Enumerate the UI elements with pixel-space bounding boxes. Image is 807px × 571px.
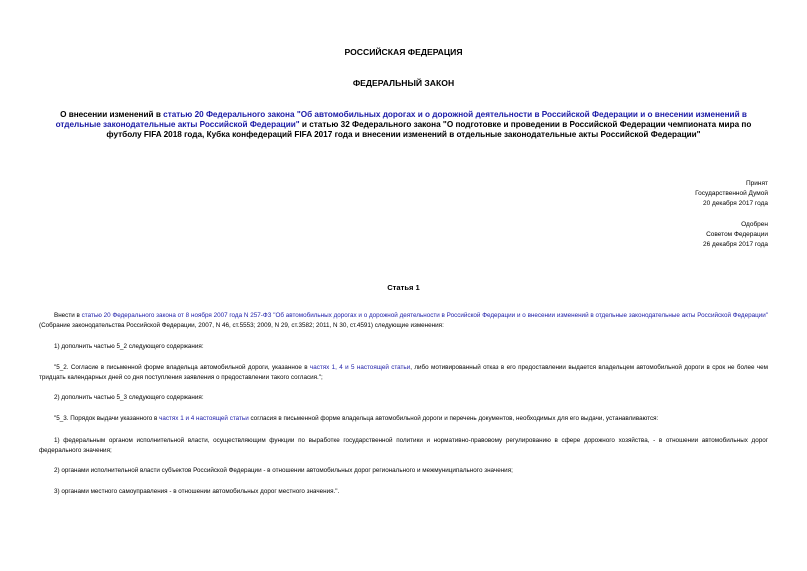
amendment-text-5-3 <box>39 414 768 424</box>
adoption-line: Государственной Думой <box>695 190 768 198</box>
approval-line: Одобрен <box>741 221 768 228</box>
title-link-article-20[interactable]: статью 20 Федерального закона "Об автомобильных дорогах и о дорожной деятельности в Российской Федерации и о внесении изменений в отдельные законодательные акты Российской Федерации" <box>55 110 747 130</box>
p4-suffix: согласия в письменной форме владельца автомобильной дороги и перечень документов, необходимых для его выдачи, устанавливаются: <box>248 415 659 422</box>
amendment-item-1: 1) дополнить частью 5_2 следующего содержания: <box>54 343 204 350</box>
approval-date: 26 декабря 2017 года <box>702 241 768 249</box>
p2-link-parts[interactable]: частях 1, 4 и 5 настоящей статьи <box>309 364 411 371</box>
p2-suffix: , либо мотивированный отказ в его предоставлении выдается владельцем автомобильной дороги в срок не более чем тридцать календарных дней со дня поступления заявления о предоставлении такого согласия."; <box>39 364 768 382</box>
adoption-line: Принят <box>745 180 768 187</box>
list-item-regional: 2) органами исполнительной власти субъектов Российской Федерации - в отношении автомобильных дорог регионального и межмуниципального значения; <box>54 467 513 474</box>
doc-type-heading: ФЕДЕРАЛЬНЫЙ ЗАКОН <box>352 78 455 88</box>
approval-block <box>703 220 768 251</box>
article-intro <box>39 311 768 331</box>
article-heading: Статья 1 <box>387 283 420 292</box>
intro-suffix: (Собрание законодательства Российской Федерации, 2007, N 46, ст.5553; 2009, N 29, ст.3582; 2011, N 30, ст.4591) следующие изменения: <box>39 322 444 330</box>
intro-link-law-257[interactable]: статью 20 Федерального закона от 8 ноября 2007 года N 257-ФЗ "Об автомобильных дорогах и о дорожной деятельности в Российской Федерации и о внесении изменений в отдельные законодательные акты Российской Федерации" <box>81 312 768 319</box>
title-prefix: О внесении изменений в <box>60 110 164 119</box>
intro-prefix: Внести в <box>54 312 82 319</box>
approval-line: Советом Федерации <box>706 231 768 239</box>
adoption-block <box>695 179 768 210</box>
adoption-date: 20 декабря 2017 года <box>702 200 768 208</box>
amendment-text-5-2 <box>39 363 768 383</box>
p4-link-parts[interactable]: частях 1 и 4 настоящей статьи <box>159 415 249 422</box>
law-title <box>40 110 767 141</box>
p2-prefix: "5_2. Согласие в письменной форме владельца автомобильной дороги, указанное в <box>54 364 310 371</box>
title-rest: и статью 32 Федерального закона "О подготовке и проведении в Российской Федерации чемпионата мира по футболу FIFA 2018 года, Кубка конфедераций FIFA 2017 года и внесении изменений в отдельные законодательные акты Российской Федерации" <box>106 120 752 140</box>
country-heading: РОССИЙСКАЯ ФЕДЕРАЦИЯ <box>344 47 463 57</box>
list-item-federal: 1) федеральным органом исполнительной власти, осуществляющим функции по выработке государственной политики и нормативно-правовому регулированию в сфере дорожного хозяйства, - в отношении автомобильных дорог федерального значения; <box>39 437 768 455</box>
p4-prefix: "5_3. Порядок выдачи указанного в <box>54 415 160 422</box>
list-item-local: 3) органами местного самоуправления - в отношении автомобильных дорог местного значения.". <box>54 488 340 495</box>
amendment-item-2: 2) дополнить частью 5_3 следующего содержания: <box>54 394 204 401</box>
